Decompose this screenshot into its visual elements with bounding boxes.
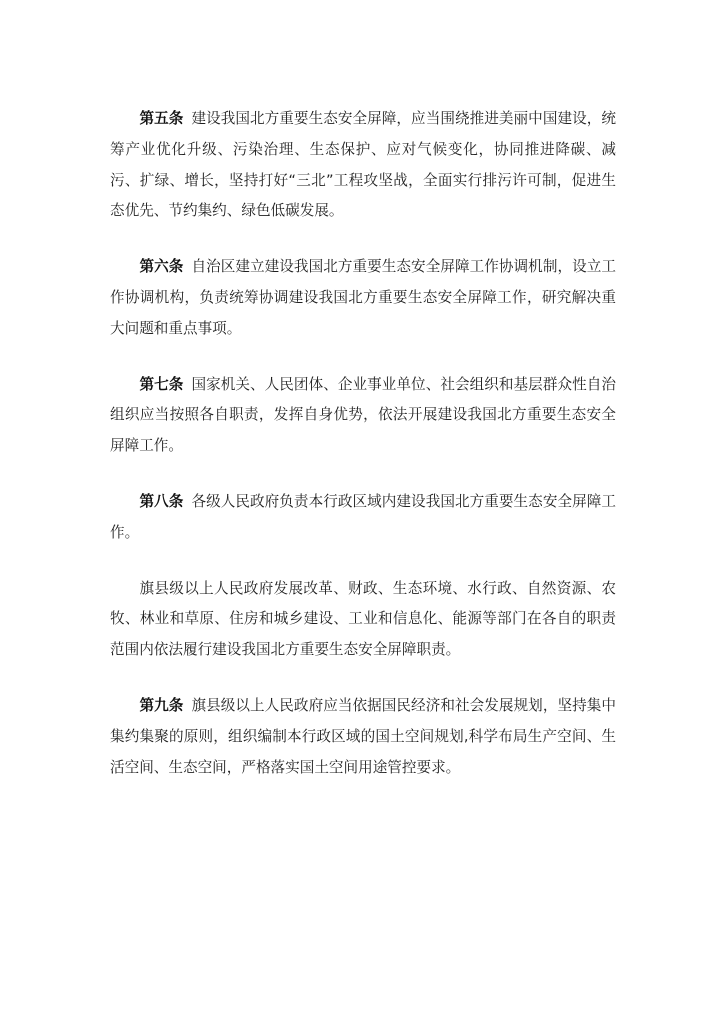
article-7-label: 第七条 [139,375,184,393]
article-9-label: 第九条 [139,696,184,714]
article-8-paragraph [110,487,616,549]
article-8-label: 第八条 [139,492,184,510]
article-5-label: 第五条 [139,110,184,127]
article-8-continuation-text: 旗县级以上人民政府发展改革、财政、生态环境、水行政、自然资源、农牧、林业和草原、住房和城乡建设、工业和信息化、能源等部门在各自的职责范围内依法履行建设我国北方重要生态安全屏障职责。 [110,579,616,659]
article-6-paragraph [110,252,616,344]
article-7-text: 国家机关、人民团体、企业事业单位、社会组织和基层群众性自治组织应当按照各自职责，发挥自身优势，依法开展建设我国北方重要生态安全屏障工作。 [110,375,616,455]
article-5-paragraph [110,104,616,227]
article-6-label: 第六条 [139,258,184,276]
article-8-text: 各级人民政府负责本行政区域内建设我国北方重要生态安全屏障工作。 [110,492,616,541]
article-6-text: 自治区建立建设我国北方重要生态安全屏障工作协调机制，设立工作协调机构，负责统筹协调建设我国北方重要生态安全屏障工作，研究解决重大问题和重点事项。 [110,258,616,337]
article-7-paragraph [110,370,616,462]
document-body [110,104,616,783]
article-9-text: 旗县级以上人民政府应当依据国民经济和社会发展规划，坚持集中集约集聚的原则，组织编制本行政区域的国土空间规划,科学布局生产空间、生活空间、生态空间，严格落实国土空间用途管控要求。 [110,696,616,776]
article-9-paragraph [110,691,616,783]
article-8-continuation-paragraph [110,574,616,666]
article-5-text: 建设我国北方重要生态安全屏障，应当围绕推进美丽中国建设，统筹产业优化升级、污染治理、生态保护、应对气候变化，协同推进降碳、减污、扩绿、增长，坚持打好“三北”工程攻坚战，全面实行排污许可制，促进生态优先、节约集约、绿色低碳发展。 [110,110,616,220]
